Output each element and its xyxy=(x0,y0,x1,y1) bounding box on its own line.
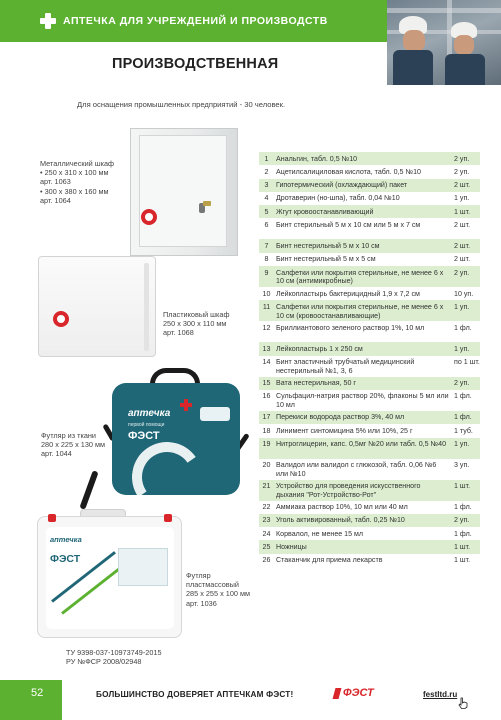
item-quantity: 1 уп. xyxy=(454,302,470,311)
intro-text: Для оснащения промышленных предприятий - 30 человек. xyxy=(77,100,286,109)
item-name: Лейкопластырь бактерицидный 1,9 х 7,2 см xyxy=(276,289,420,298)
item-number: 9 xyxy=(264,268,269,277)
item-number: 25 xyxy=(262,542,271,551)
table-row xyxy=(259,424,480,437)
item-number: 22 xyxy=(262,503,271,512)
item-quantity: 2 уп. xyxy=(454,516,470,525)
table-row xyxy=(259,218,480,239)
page-number-tab xyxy=(0,680,62,720)
item-quantity: 10 уп. xyxy=(454,289,474,298)
pointer-hand-icon xyxy=(457,697,469,709)
contents-table xyxy=(259,152,480,567)
item-quantity: 1 фл. xyxy=(454,392,472,401)
case-print-title: аптечка xyxy=(50,535,82,544)
metal-cabinet-image xyxy=(130,128,238,256)
item-quantity: 1 шт. xyxy=(454,542,471,551)
table-row xyxy=(259,480,480,501)
table-row xyxy=(259,152,480,165)
item-quantity: 1 уп. xyxy=(454,344,470,353)
table-row xyxy=(259,179,480,192)
item-number: 18 xyxy=(262,426,271,435)
header-photo xyxy=(387,0,501,85)
item-name: Аммиака раствор 10%, 10 мл или 40 мл xyxy=(276,503,408,512)
item-number: 15 xyxy=(262,379,271,388)
item-number: 17 xyxy=(262,413,271,422)
key-icon xyxy=(203,201,211,206)
item-name: Ножницы xyxy=(276,542,307,551)
item-name: Валидол или валидол с глюкозой, табл. 0,06 №6 или №10 xyxy=(276,461,437,478)
item-quantity: 1 фл. xyxy=(454,323,472,332)
item-quantity: 2 шт. xyxy=(454,255,471,264)
item-name: Салфетки или покрытия стерильные, не менее 6 х 10 см (кровоостанавливающие) xyxy=(276,302,444,320)
people-icon xyxy=(200,407,230,421)
brand-logo-icon xyxy=(141,209,157,225)
item-number: 21 xyxy=(262,482,271,491)
footer-logo: ФЭСТ xyxy=(343,687,374,699)
item-name: Перекиси водорода раствор 3%, 40 мл xyxy=(276,413,405,422)
caption-fabric-bag: Футляр из ткани 280 х 225 х 130 мм арт. 1044 xyxy=(41,431,105,459)
table-row xyxy=(259,253,480,266)
table-row xyxy=(259,390,480,411)
table-row xyxy=(259,540,480,553)
certification-info: ТУ 9398-037-10973749-2015 РУ №ФСР 2008/02948 xyxy=(66,648,162,667)
case-inner-label xyxy=(118,548,168,586)
item-quantity: 1 туб. xyxy=(454,426,473,435)
item-number: 16 xyxy=(262,392,271,401)
item-name: Нитроглицерин, капс. 0,5мг №20 или табл. 0,5 №40 xyxy=(276,440,447,449)
item-name: Бриллиантового зеленого раствор 1%, 10 мл xyxy=(276,323,425,332)
website-link[interactable]: festltd.ru xyxy=(423,690,458,699)
item-quantity: 2 шт. xyxy=(454,220,471,229)
item-number: 8 xyxy=(264,255,269,264)
table-row xyxy=(259,192,480,205)
item-number: 5 xyxy=(264,207,269,216)
item-name: Салфетки или покрытия стерильные, не менее 6 х 10 см (антимикробные) xyxy=(276,268,444,286)
item-number: 4 xyxy=(264,194,269,203)
item-name: Вата нестерильная, 50 г xyxy=(276,379,356,388)
table-row xyxy=(259,501,480,514)
caption-plastic-cabinet: Пластиковый шкаф 250 х 300 х 110 мм арт. 1068 xyxy=(163,310,230,338)
item-name: Гипотермический (охлаждающий) пакет xyxy=(276,181,408,190)
item-name: Стаканчик для приема лекарств xyxy=(276,556,383,565)
table-row xyxy=(259,459,480,480)
item-number: 3 xyxy=(264,181,269,190)
table-row xyxy=(259,514,480,527)
item-name: Лейкопластырь 1 х 250 см xyxy=(276,344,363,353)
item-name: Устройство для проведения искусственного дыхания "Рот-Устройство-Рот" xyxy=(276,482,421,499)
table-row xyxy=(259,205,480,218)
item-quantity: 1 уп. xyxy=(454,440,470,449)
table-row xyxy=(259,266,480,287)
table-row xyxy=(259,554,480,567)
section-title: АПТЕЧКА ДЛЯ УЧРЕЖДЕНИЙ И ПРОИЗВОДСТВ xyxy=(63,15,328,27)
item-quantity: 3 уп. xyxy=(454,461,470,470)
item-number: 1 xyxy=(264,154,269,163)
item-number: 20 xyxy=(262,461,271,470)
item-quantity: 1 фл. xyxy=(454,529,472,538)
plastic-cabinet-image xyxy=(38,256,156,357)
item-quantity: 1 фл. xyxy=(454,413,472,422)
table-row xyxy=(259,527,480,540)
table-row xyxy=(259,438,480,459)
item-name: Уголь активированный, табл. 0,25 №10 xyxy=(276,516,405,525)
plus-icon xyxy=(40,13,56,29)
table-row xyxy=(259,356,480,377)
item-number: 6 xyxy=(264,220,269,229)
item-quantity: 1 фл. xyxy=(454,503,472,512)
table-row xyxy=(259,411,480,424)
bag-print-brand: ФЭСТ xyxy=(128,430,160,442)
item-name: Ацетилсалициловая кислота, табл. 0,5 №10 xyxy=(276,167,421,176)
footer-slogan: БОЛЬШИНСТВО ДОВЕРЯЕТ АПТЕЧКАМ ФЭСТ! xyxy=(96,690,294,699)
item-number: 10 xyxy=(262,289,271,298)
item-number: 2 xyxy=(264,167,269,176)
page-number: 52 xyxy=(31,687,44,699)
item-number: 26 xyxy=(262,556,271,565)
item-name: Дротаверин (но-шпа), табл. 0,04 №10 xyxy=(276,194,400,203)
item-quantity: 1 шт. xyxy=(454,207,471,216)
caption-metal-cabinet: Металлический шкаф • 250 х 310 х 100 мм арт. 1063 • 300 х 380 х 160 мм арт. 1064 xyxy=(40,159,115,205)
item-number: 11 xyxy=(262,302,271,311)
item-quantity: 2 уп. xyxy=(454,379,470,388)
item-number: 23 xyxy=(262,516,271,525)
item-number: 13 xyxy=(262,344,271,353)
item-quantity: 2 уп. xyxy=(454,154,470,163)
case-print-brand: ФЭСТ xyxy=(50,553,81,565)
item-name: Линимент синтомицина 5% или 10%, 25 г xyxy=(276,426,413,435)
table-row xyxy=(259,287,480,300)
item-name: Жгут кровоостанавливающий xyxy=(276,207,374,216)
table-row xyxy=(259,377,480,390)
item-quantity: 1 шт. xyxy=(454,482,471,491)
brand-mark-icon xyxy=(333,688,342,699)
item-number: 14 xyxy=(262,358,271,367)
item-number: 7 xyxy=(264,241,269,250)
item-name: Сульфацил-натрия раствор 20%, флаконы 5 мл или 10 мл xyxy=(276,392,449,410)
table-row xyxy=(259,300,480,321)
table-row xyxy=(259,239,480,252)
bag-print-subtitle: первой помощи xyxy=(128,422,165,428)
table-row xyxy=(259,165,480,178)
table-row xyxy=(259,321,480,342)
item-name: Бинт эластичный трубчатый медицинский нестерильный №1, 3, 6 xyxy=(276,358,415,375)
bag-print-title: аптечка xyxy=(128,408,171,419)
item-number: 19 xyxy=(262,440,271,449)
item-number: 24 xyxy=(262,529,271,538)
medical-cross-icon xyxy=(180,399,192,411)
brand-logo-icon xyxy=(53,311,69,327)
item-quantity: 2 шт. xyxy=(454,241,471,250)
table-row xyxy=(259,342,480,355)
item-name: Бинт нестерильный 5 м х 5 см xyxy=(276,255,376,264)
item-number: 12 xyxy=(262,323,271,332)
caption-plastic-case: Футляр пластмассовый 285 х 255 х 100 мм арт. 1036 xyxy=(186,571,250,608)
item-quantity: 2 шт. xyxy=(454,181,471,190)
item-name: Бинт стерильный 5 м х 10 см или 5 м х 7 см xyxy=(276,220,421,229)
item-name: Бинт нестерильный 5 м х 10 см xyxy=(276,241,380,250)
page-title: ПРОИЗВОДСТВЕННАЯ xyxy=(112,56,279,72)
item-name: Корвалол, не менее 15 мл xyxy=(276,529,364,538)
item-quantity: 1 шт. xyxy=(454,556,471,565)
item-quantity: по 1 шт. xyxy=(454,358,480,367)
item-name: Анальгин, табл. 0,5 №10 xyxy=(276,154,358,163)
item-quantity: 2 уп. xyxy=(454,167,470,176)
item-quantity: 1 уп. xyxy=(454,194,470,203)
item-quantity: 2 уп. xyxy=(454,268,470,277)
